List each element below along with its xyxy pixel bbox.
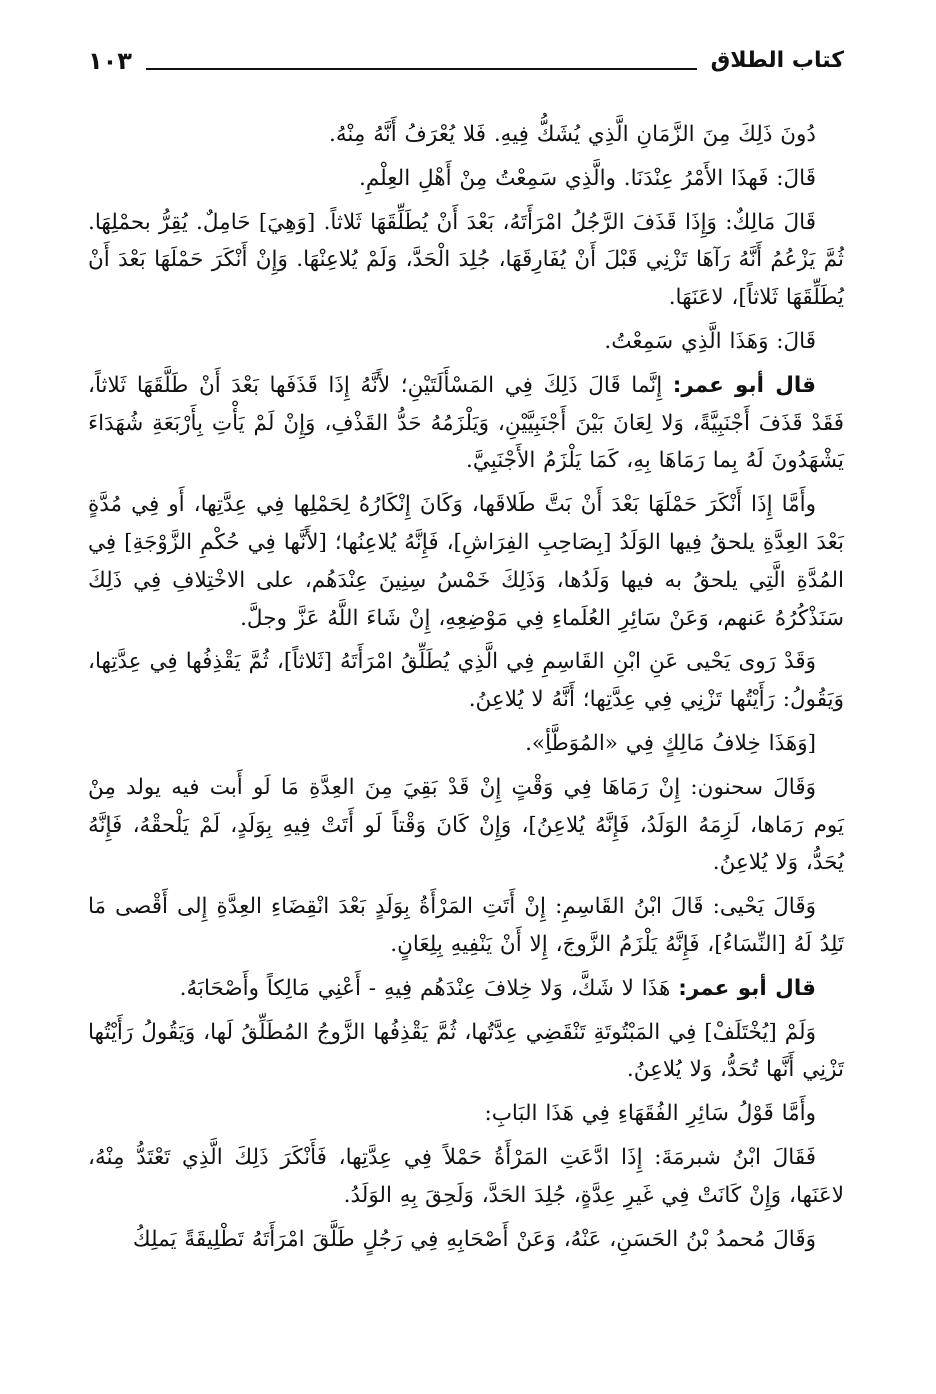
paragraph-text: وأَمَّا إِذَا أَنْكَرَ حَمْلَهَا بَعْدَ أَنْ بَتَّ طَلاقَها، وَكَانَ إِنْكَارُهُ لِحَمْلِها فِي عِدَّتِها، أَو فِي مُدَّةٍ بَعْدَ العِدَّةِ يلحقُ فِيها الوَلَدُ [بِصَاحِبِ الفِرَاشِ]، فَإِنَّهُ يُلاعِنُها؛ [لأَنَّها فِي حُكْمِ الزَّوْجَةِ] فِي المُدَّةِ الَّتِي يلحقُ به فيها وَلَدُها، وَذَلِكَ خَمْسُ سِنِينَ عِنْدَهُم، على الاخْتِلافِ فِي ذَلِكَ سَنَذْكُرُهُ عَنهم، وَعَنْ سَائِرِ العُلَماءِ فِي مَوْضِعِهِ، إِنْ شَاءَ اللَّهُ عَزَّ وجلَّ. [88,492,844,631]
paragraph-text: دُونَ ذَلِكَ مِنَ الزَّمَانِ الَّذِي يُشَكُّ فِيهِ. فَلا يُعْرَفُ أَنَّهُ مِنْهُ. [329,122,816,147]
running-header [88,40,844,74]
paragraph [88,116,844,154]
body-text [88,116,844,1258]
page-number: ١٠٣ [88,47,132,75]
paragraph-text: وَقَالَ مُحمدُ بْنُ الحَسَنِ، عَنْهُ، وَعَنْ أَصْحَابِهِ فِي رَجُلٍ طَلَّقَ امْرَأَتَهُ تَطْلِيقَةً يَملِكُ [132,1226,816,1252]
paragraph-text: قَالَ: وَهَذَا الَّذِي سَمِعْتُ. [604,328,816,354]
paragraph-text: وَلَمْ [يُخْتَلَفْ] فِي المَبْتُوتَةِ تَنْقَضِي عِدَّتُها، ثُمَّ يَقْذِفُها الزَّوجُ المُطَلِّقُ لَها، وَيَقُولُ رَأَيْتُها تَزْنِي أَنَّها تُحَدُّ، وَلا يُلاعِنُ. [88,1019,844,1083]
paragraph-text: إِنَّما قَالَ ذَلِكَ فِي المَسْأَلَتَيْنِ؛ لأَنَّهُ إِذَا قَذَفَها بَعْدَ أَنْ طَلَّقَهَا ثَلاثاً، فَقَدْ قَذَفَ أَجْنَبِيَّةً، وَلا لِعَانَ بَيْنَ أَجْنَبِيَّيْنِ، وَيَلْزَمُهُ حَدُّ القَذْفِ، وَإِنْ لَمْ يَأْتِ بِأَرْبَعَةِ شُهَدَاءَ يَشْهَدُونَ لَهُ بِما رَمَاهَا بِهِ، كَمَا يَلْزَمُ الأَجْنَبِيَّ. [88,372,844,474]
speaker-label: قال أبو عمر: [672,372,816,398]
paragraph [88,160,844,198]
paragraph [88,888,844,964]
paragraph-text: وَقَدْ رَوى يَحْيى عَنِ ابْنِ القَاسِمِ فِي الَّذِي يُطَلِّقُ امْرَأَتَهُ [ثَلاثاً]، ثُمَّ يَقْذِفُها فِي عِدَّتِها، وَيَقُولُ: رَأَيْتُها تَزْنِي فِي عِدَّتِها؛ أَنَّهُ لا يُلاعِنُ. [88,649,844,713]
paragraph-text: [وَهَذَا خِلافُ مَالِكٍ فِي «المُوَطَّأِ». [525,730,816,756]
paragraph-text: وَقَالَ سحنون: إِنْ رَمَاهَا فِي وَقْتٍ إِنْ قَدْ بَقِيَ مِنَ العِدَّةِ مَا لَو أَبت فيه يولد مِنْ يَوم رَمَاها، لَزِمَهُ الوَلَدُ، فَإِنَّهُ يُلاعِنُ]، وَإِنْ كَانَ وَقْتاً لَو أَتَتْ فِيهِ بِوَلَدٍ، لَمْ يَلْحقْهُ، فَإِنَّهُ يُحَدُّ، وَلا يُلاعِنُ. [88,774,844,876]
paragraph [88,643,844,719]
paragraph [88,1095,844,1133]
paragraph [88,1221,844,1259]
paragraph [88,323,844,361]
speaker-label: قال أبو عمر: [678,975,816,1001]
paragraph-text: قَالَ: فَهذَا الأَمْرُ عِنْدَنَا. والَّذِي سَمِعْتُ مِنْ أَهْلِ العِلْمِ. [359,165,816,191]
book-title: كتاب الطلاق [710,48,844,73]
paragraph [88,1139,844,1215]
paragraph [88,367,844,480]
header-rule [146,68,697,70]
paragraph-text: هَذَا لا شَكَّ، وَلا خِلافَ عِنْدَهُم فِيهِ - أَعْنِي مَالِكاً وأَصْحَابَهُ. [179,975,679,1001]
paragraph [88,970,844,1008]
paragraph [88,486,844,637]
paragraph [88,204,844,317]
paragraph-text: وَقَالَ يَحْيى: قَالَ ابْنُ القَاسِمِ: إِنْ أَتَتِ المَرْأَةُ بِوَلَدٍ بَعْدَ انْقِضَاءِ العِدَّةِ إِلى أَقْصى مَا تَلِدُ لَهُ [النِّسَاءُ]، فَإِنَّهُ يَلْزَمُ الزَّوجَ، إِلا أَنْ يَنْفِيهِ بِلِعَانٍ. [88,894,844,957]
paragraph-text: فَقَالَ ابْنُ شبرمَةَ: إِذَا ادَّعَتِ المَرْأَةُ حَمْلاً فِي عِدَّتِها، فَأَنْكَرَ ذَلِكَ الَّذِي تَعْتَدُّ مِنْهُ، لاعَنَها، وَإِنْ كَانَتْ فِي غَيرِ عِدَّةٍ، جُلِدَ الحَدَّ، وَلَحِقَ بِهِ الوَلَدُ. [88,1144,844,1208]
paragraph [88,1014,844,1090]
paragraph [88,769,844,882]
paragraph [88,725,844,763]
paragraph-text: قَالَ مَالِكٌ: وَإِذَا قَذَفَ الرَّجُلُ امْرَأَتَهُ، بَعْدَ أَنْ يُطَلِّقَهَا ثَلاثاً. [وَهِيَ] حَامِلٌ. يُقِرُّ بحمْلِهَا. ثُمَّ يَزْعُمُ أَنَّهُ رَآهَا تَزْنِي قَبْلَ أَنْ يُفَارِقَهَا، جُلِدَ الْحَدَّ، وَلَمْ يُلاعِنْهَا. وَإِنْ أَنْكَرَ حَمْلَهَا بَعْدَ أَنْ يُطَلِّقَهَا ثَلاثاً]، لاعَنَهَا. [88,209,844,311]
paragraph-text: وأَمَّا قَوْلُ سَائِرِ الفُقَهَاءِ فِي هَذَا البَابِ: [484,1101,816,1127]
